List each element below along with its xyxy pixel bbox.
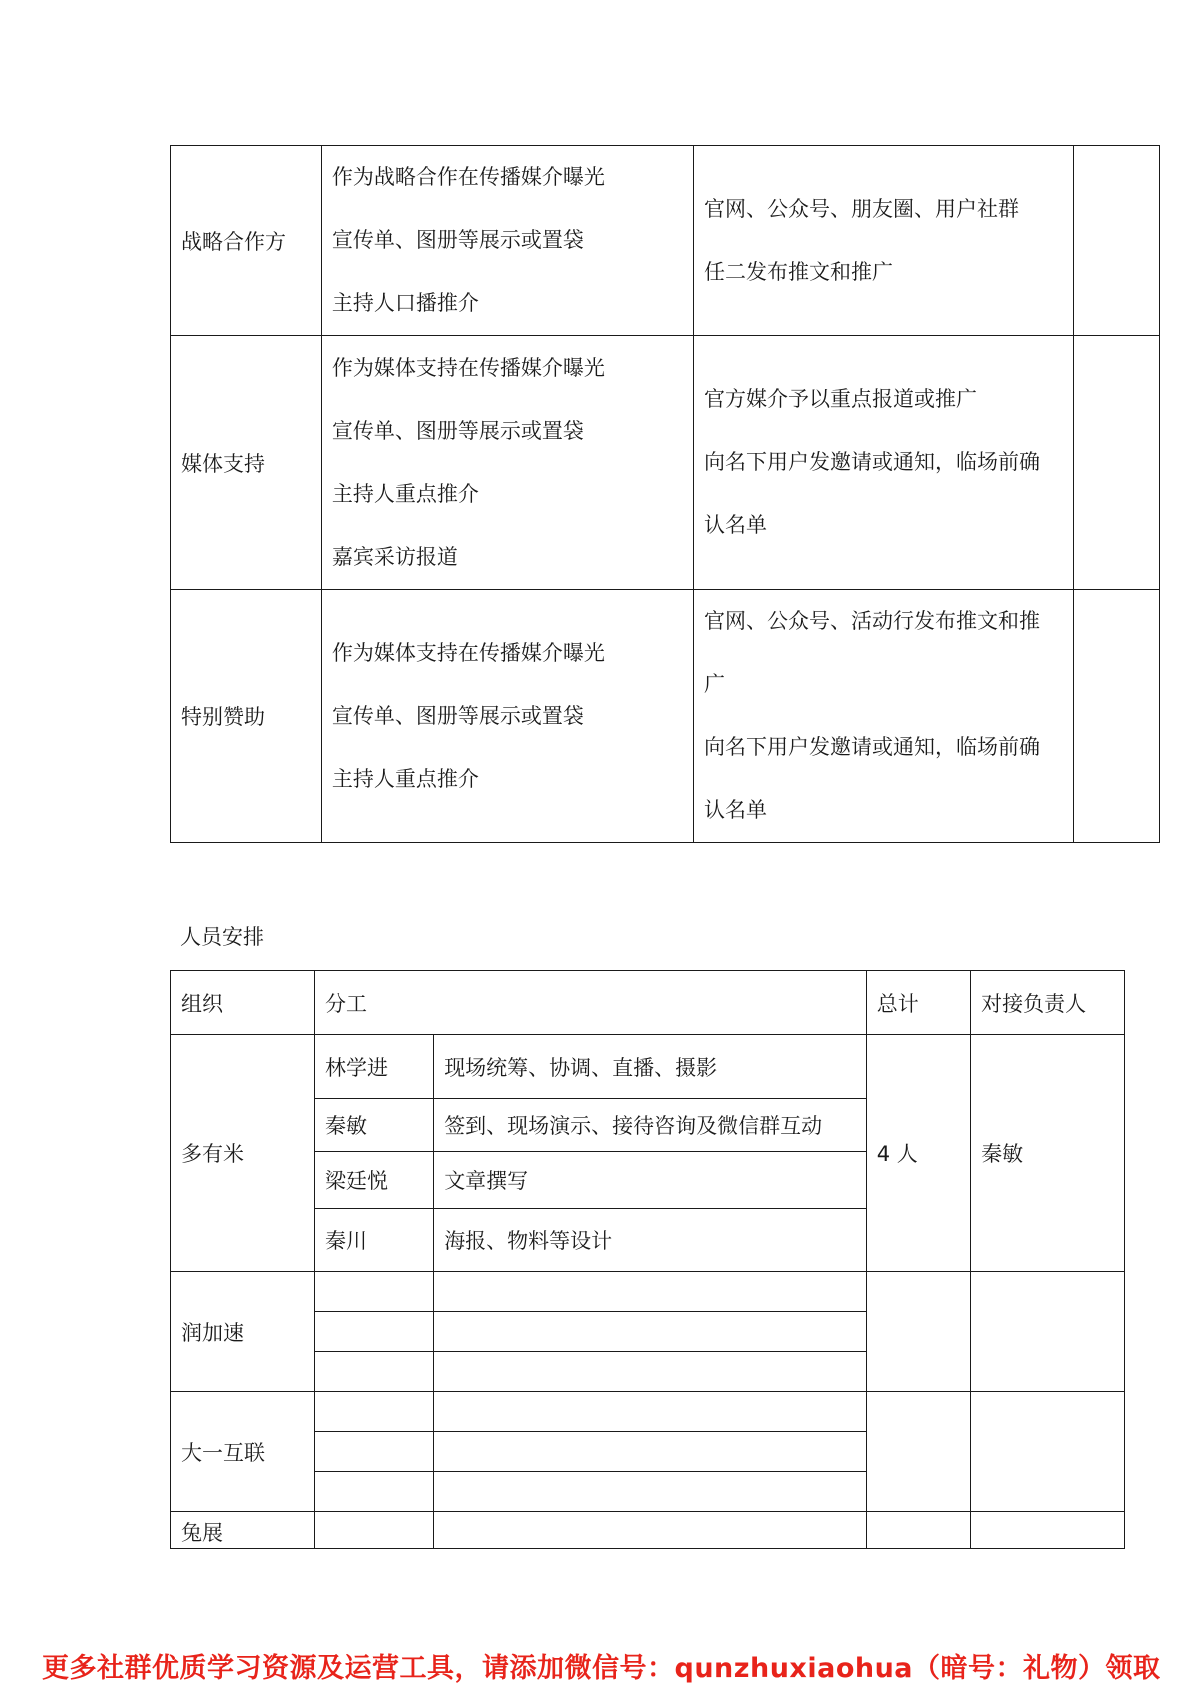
table-row xyxy=(171,146,1160,336)
org-name: 兔展 xyxy=(171,1512,315,1549)
staff-arrangement-table xyxy=(170,970,1125,1549)
empty-cell xyxy=(1073,146,1159,336)
group-total: 4 人 xyxy=(866,1035,970,1272)
empty-cell xyxy=(866,1272,970,1392)
empty-cell xyxy=(971,1392,1125,1512)
header-division: 分工 xyxy=(314,971,866,1035)
sponsorship-tier-table xyxy=(170,145,1160,843)
exposure-line: 宣传单、图册等展示或置袋 xyxy=(331,228,584,252)
rights-line: 官网、公众号、朋友圈、用户社群 xyxy=(703,196,1019,221)
empty-cell xyxy=(866,1392,970,1512)
rights-line: 官网、公众号、活动行发布推文和推 xyxy=(703,609,1040,633)
org-name: 润加速 xyxy=(171,1272,315,1392)
header-contact: 对接负责人 xyxy=(971,971,1125,1035)
empty-cell xyxy=(1073,336,1159,590)
empty-cell xyxy=(314,1472,433,1512)
header-total: 总计 xyxy=(866,971,970,1035)
section-heading: 人员安排 xyxy=(180,925,264,949)
empty-cell xyxy=(434,1392,867,1432)
empty-cell xyxy=(1073,590,1159,843)
rights-cell xyxy=(693,590,1073,843)
empty-cell xyxy=(314,1392,433,1432)
exposure-line: 作为媒体支持在传播媒介曝光 xyxy=(331,355,605,380)
exposure-line: 宣传单、图册等展示或置袋 xyxy=(331,418,584,443)
rights-line: 认名单 xyxy=(703,513,767,537)
rights-line: 官方媒介予以重点报道或推广 xyxy=(703,387,977,411)
empty-cell xyxy=(314,1312,433,1352)
member-name: 林学进 xyxy=(314,1035,433,1099)
header-org: 组织 xyxy=(171,971,315,1035)
footer-promo-banner: 更多社群优质学习资源及运营工具，请添加微信号：qunzhuxiaohua（暗号：礼物）领取 xyxy=(42,1653,1161,1684)
exposure-cell xyxy=(321,146,693,336)
table-row xyxy=(171,1272,1125,1312)
empty-cell xyxy=(434,1472,867,1512)
table-row xyxy=(171,1392,1125,1432)
table-row xyxy=(171,336,1160,590)
member-task: 文章撰写 xyxy=(434,1152,867,1209)
org-name: 多有米 xyxy=(171,1035,315,1272)
empty-cell xyxy=(314,1432,433,1472)
empty-cell xyxy=(314,1352,433,1392)
empty-cell xyxy=(971,1272,1125,1392)
exposure-line: 嘉宾采访报道 xyxy=(331,544,458,569)
rights-cell xyxy=(693,336,1073,590)
table-row xyxy=(171,1512,1125,1549)
tier-name: 媒体支持 xyxy=(171,336,322,590)
table-row xyxy=(171,590,1160,843)
member-task: 现场统筹、协调、直播、摄影 xyxy=(434,1035,867,1099)
exposure-line: 主持人重点推介 xyxy=(331,481,479,506)
rights-line: 广 xyxy=(703,672,725,696)
exposure-line: 主持人重点推介 xyxy=(331,766,479,791)
rights-cell xyxy=(693,146,1073,336)
exposure-line: 宣传单、图册等展示或置袋 xyxy=(331,703,584,728)
empty-cell xyxy=(866,1512,970,1549)
exposure-line: 作为媒体支持在传播媒介曝光 xyxy=(331,640,605,665)
table-header-row xyxy=(171,971,1125,1035)
rights-line: 认名单 xyxy=(703,798,767,822)
exposure-cell xyxy=(321,590,693,843)
member-name: 秦敏 xyxy=(314,1099,433,1152)
member-task: 签到、现场演示、接待咨询及微信群互动 xyxy=(434,1099,867,1152)
tier-name: 特别赞助 xyxy=(171,590,322,843)
rights-line: 向名下用户发邀请或通知，临场前确 xyxy=(703,450,1040,474)
rights-line: 任二发布推文和推广 xyxy=(703,259,893,284)
empty-cell xyxy=(314,1512,433,1549)
empty-cell xyxy=(434,1512,867,1549)
member-name: 秦川 xyxy=(314,1209,433,1272)
empty-cell xyxy=(434,1352,867,1392)
empty-cell xyxy=(434,1312,867,1352)
rights-line: 向名下用户发邀请或通知，临场前确 xyxy=(703,735,1040,759)
tier-name: 战略合作方 xyxy=(171,146,322,336)
exposure-cell xyxy=(321,336,693,590)
member-task: 海报、物料等设计 xyxy=(434,1209,867,1272)
empty-cell xyxy=(434,1432,867,1472)
member-name: 梁廷悦 xyxy=(314,1152,433,1209)
empty-cell xyxy=(971,1512,1125,1549)
exposure-line: 主持人口播推介 xyxy=(331,291,479,315)
empty-cell xyxy=(434,1272,867,1312)
exposure-line: 作为战略合作在传播媒介曝光 xyxy=(331,165,605,189)
table-row xyxy=(171,1035,1125,1099)
group-contact: 秦敏 xyxy=(971,1035,1125,1272)
org-name: 大一互联 xyxy=(171,1392,315,1512)
empty-cell xyxy=(314,1272,433,1312)
